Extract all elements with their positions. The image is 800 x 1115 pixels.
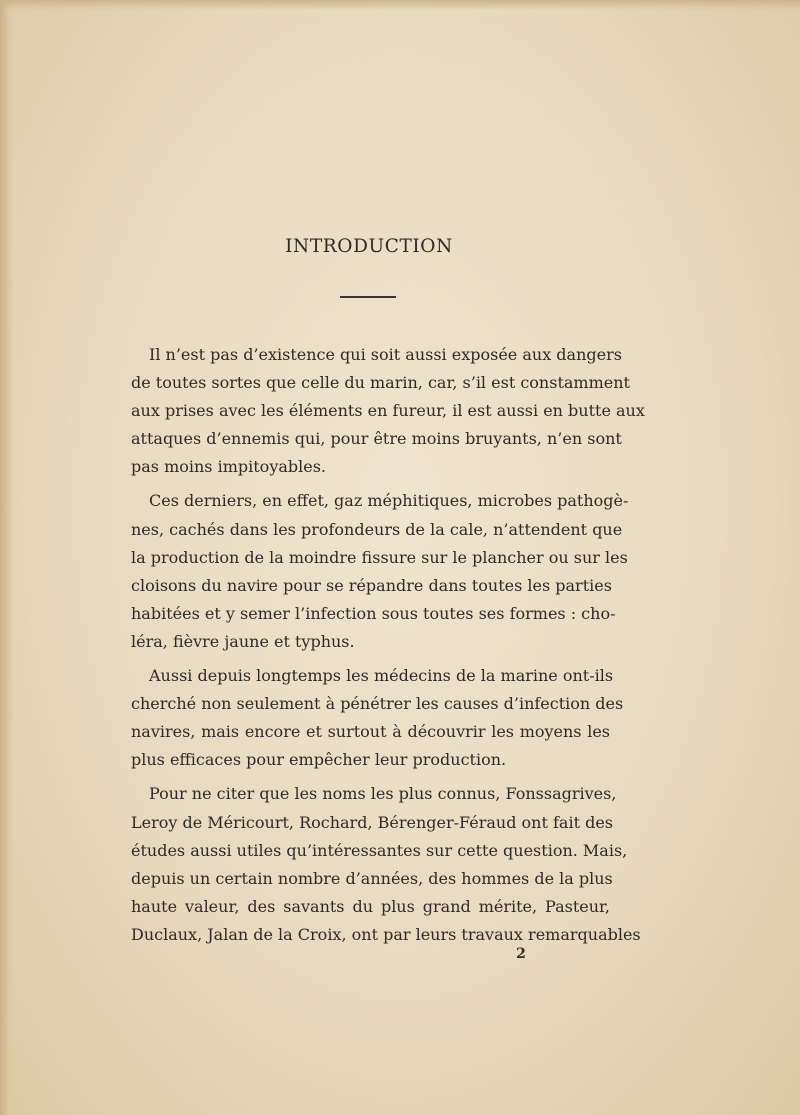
text-line: attaques d’ennemis qui, pour être moins bruyants, n’en sont	[131, 429, 622, 449]
text-line: Duclaux, Jalan de la Croix, ont par leurs travaux remarquables	[131, 924, 641, 944]
text-line: cherché non seulement à pénétrer les causes d’infection des	[131, 694, 624, 714]
text-line: la production de la moindre fissure sur le plancher ou sur les	[131, 547, 628, 567]
chapter-heading: INTRODUCTION	[285, 236, 453, 257]
text-line: nes, cachés dans les profondeurs de la cale, n’attendent que	[131, 519, 623, 539]
heading-divider	[340, 296, 396, 298]
text-line: depuis un certain nombre d’années, des hommes de la plus	[131, 868, 613, 888]
text-line: habitées et y semer l’infection sous toutes ses formes : cho-	[131, 603, 616, 623]
text-line: Leroy de Méricourt, Rochard, Bérenger-Féraud ont fait des	[131, 812, 614, 832]
text-line: études aussi utiles qu’intéressantes sur cette question. Mais,	[131, 840, 628, 860]
text-line: pas moins impitoyables.	[131, 457, 327, 477]
page-edge-left	[0, 0, 14, 1115]
text-line: Pour ne citer que les noms les plus connus, Fonssagrives,	[149, 784, 617, 804]
paragraph	[131, 487, 629, 656]
text-line: navires, mais encore et surtout à découvrir les moyens les	[131, 722, 610, 742]
text-line: plus efficaces pour empêcher leur production.	[131, 750, 507, 770]
text-line: Ces derniers, en effet, gaz méphitiques, microbes pathogè-	[149, 491, 629, 511]
text-line: léra, fièvre jaune et typhus.	[131, 631, 355, 651]
text-line: de toutes sortes que celle du marin, car, s’il est constamment	[131, 373, 630, 393]
text-line: aux prises avec les éléments en fureur, il est aussi en butte aux	[131, 401, 645, 421]
page-number: 2	[516, 946, 526, 962]
text-line: cloisons du navire pour se répandre dans toutes les parties	[131, 575, 612, 595]
text-line: Il n’est pas d’existence qui soit aussi exposée aux dangers	[149, 345, 622, 364]
paragraph	[131, 341, 645, 481]
text-line: Aussi depuis longtemps les médecins de la marine ont-ils	[149, 666, 614, 686]
paragraph	[131, 780, 641, 949]
body-text	[131, 341, 645, 955]
page-edge-top	[0, 0, 800, 10]
paragraph	[131, 662, 624, 774]
text-line: haute valeur, des savants du plus grand mérite, Pasteur,	[131, 896, 610, 916]
